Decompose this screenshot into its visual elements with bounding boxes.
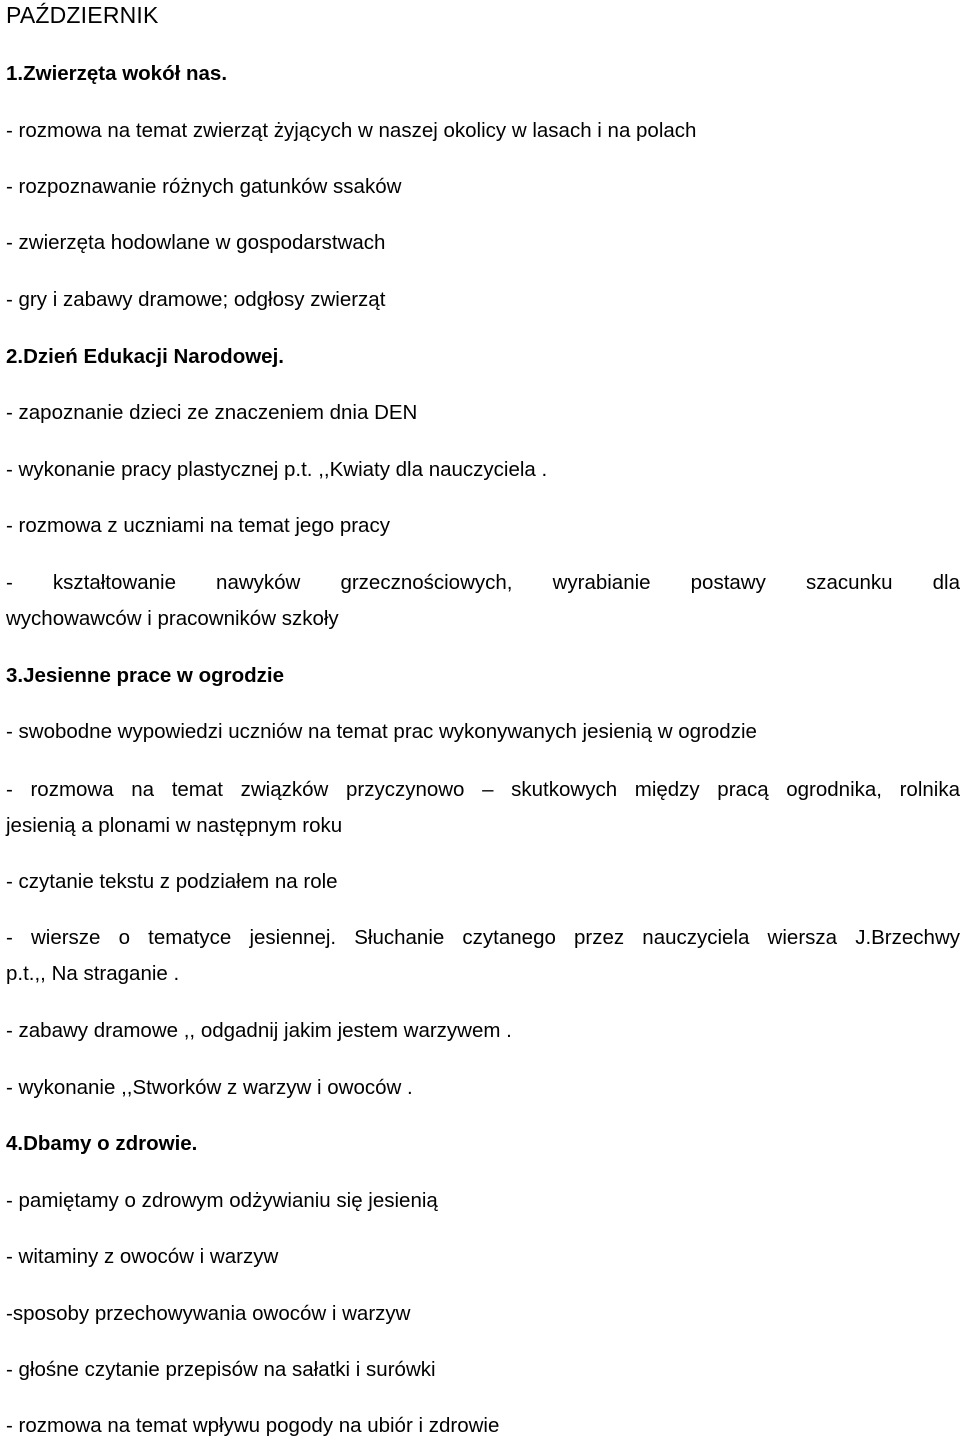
section-4-item-3: -sposoby przechowywania owoców i warzyw <box>6 1302 411 1325</box>
section-3-item-2-line-2: jesienią a plonami w następnym roku <box>6 814 343 837</box>
section-2-item-2: - wykonanie pracy plastycznej p.t. ,,Kwiaty dla nauczyciela . <box>6 458 548 481</box>
section-2-item-1: - zapoznanie dzieci ze znaczeniem dnia DEN <box>6 401 418 424</box>
section-4-item-2: - witaminy z owoców i warzyw <box>6 1245 279 1268</box>
section-3-item-2-line-1: - rozmowa na temat związków przyczynowo – skutkowych między pracą ogrodnika, rolnika <box>6 778 960 801</box>
section-3-item-5: - zabawy dramowe ,, odgadnij jakim jestem warzywem . <box>6 1019 512 1042</box>
section-3-item-2 <box>6 772 960 844</box>
section-3-item-4-line-2: p.t.,, Na straganie . <box>6 962 180 985</box>
section-1-item-4: - gry i zabawy dramowe; odgłosy zwierząt <box>6 288 386 311</box>
section-4-heading: 4.Dbamy o zdrowie. <box>6 1132 198 1155</box>
section-2-item-4 <box>6 565 960 637</box>
section-1-item-2: - rozpoznawanie różnych gatunków ssaków <box>6 175 402 198</box>
section-3-item-4 <box>6 920 960 992</box>
section-1-item-3: - zwierzęta hodowlane w gospodarstwach <box>6 231 386 254</box>
section-3-item-6: - wykonanie ,,Stworków z warzyw i owoców . <box>6 1076 413 1099</box>
month-title: PAŹDZIERNIK <box>6 2 159 28</box>
section-3-item-1: - swobodne wypowiedzi uczniów na temat prac wykonywanych jesienią w ogrodzie <box>6 720 757 743</box>
section-2-item-4-line-2: wychowawców i pracowników szkoły <box>6 607 339 630</box>
section-1-item-1: - rozmowa na temat zwierząt żyjących w naszej okolicy w lasach i na polach <box>6 119 697 142</box>
section-4-item-4: - głośne czytanie przepisów na sałatki i surówki <box>6 1358 436 1381</box>
section-4-item-1: - pamiętamy o zdrowym odżywianiu się jesienią <box>6 1189 438 1212</box>
section-2-heading: 2.Dzień Edukacji Narodowej. <box>6 345 284 368</box>
section-4-item-5: - rozmowa na temat wpływu pogody na ubiór i zdrowie <box>6 1414 500 1437</box>
section-3-item-3: - czytanie tekstu z podziałem na role <box>6 870 338 893</box>
section-2-item-4-line-1: - kształtowanie nawyków grzecznościowych, wyrabianie postawy szacunku dla <box>6 571 960 594</box>
section-1-heading: 1.Zwierzęta wokół nas. <box>6 62 228 85</box>
section-3-item-4-line-1: - wiersze o tematyce jesiennej. Słuchanie czytanego przez nauczyciela wiersza J.Brzechwy <box>6 926 960 949</box>
section-2-item-3: - rozmowa z uczniami na temat jego pracy <box>6 514 390 537</box>
section-3-heading: 3.Jesienne prace w ogrodzie <box>6 664 284 687</box>
